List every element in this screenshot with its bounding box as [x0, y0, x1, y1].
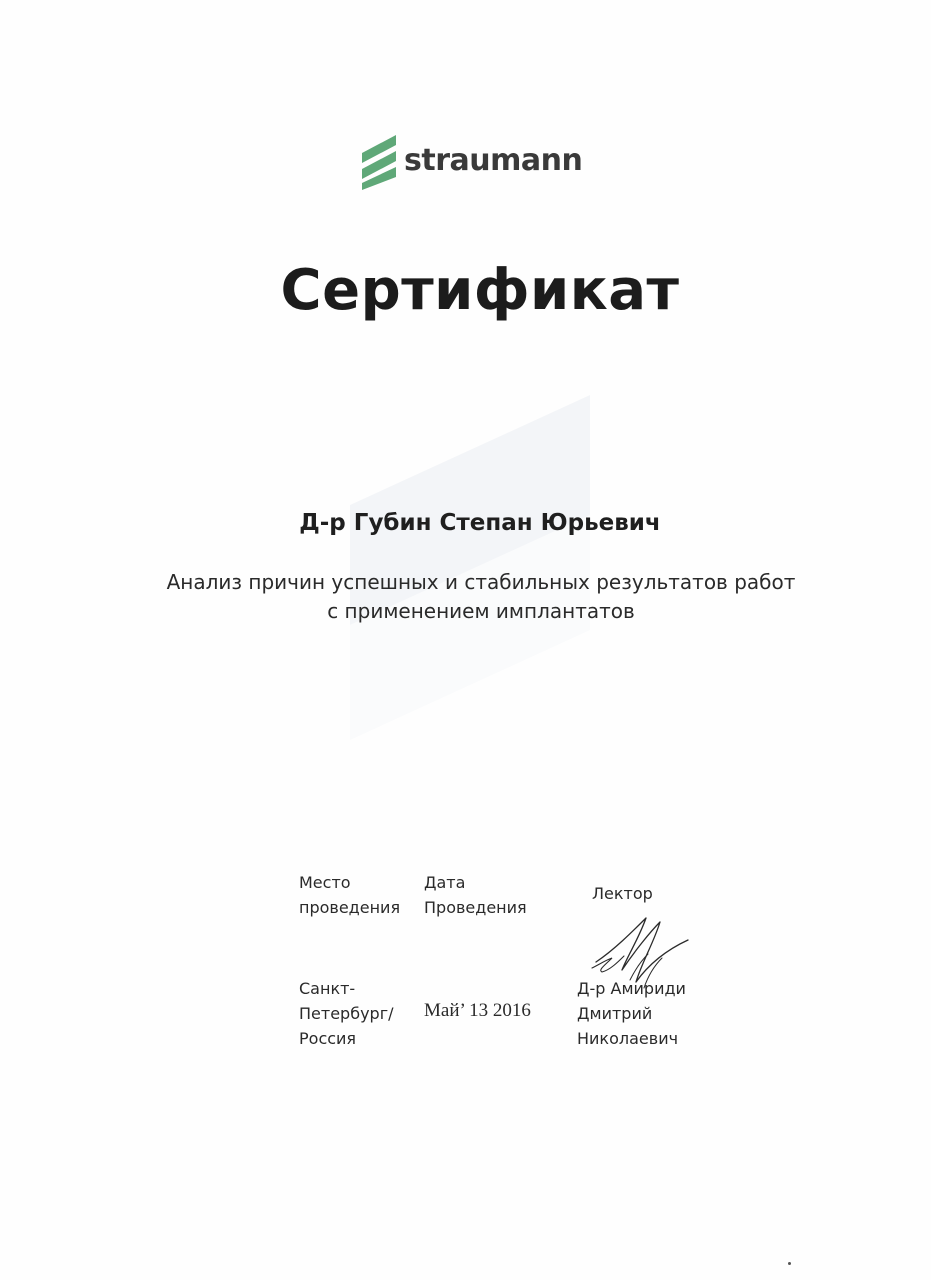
lecturer-value-line: Николаевич [577, 1029, 679, 1048]
recipient-name: Д-р Губин Степан Юрьевич [299, 510, 661, 536]
date-value: Май’ 13 2016 [424, 1000, 531, 1021]
lecturer-value-line: Д-р Амириди [577, 979, 686, 998]
scan-speck [788, 1262, 791, 1265]
place-value-line: Россия [299, 1029, 357, 1048]
lecturer-label-line: Лектор [592, 884, 653, 903]
place-label-line: Место [299, 873, 351, 892]
lecturer-label [592, 881, 653, 906]
straumann-logo [358, 135, 582, 190]
lecturer-value-line: Дмитрий [577, 1004, 653, 1023]
place-label [299, 870, 400, 920]
logo-wordmark: straumann [404, 142, 583, 178]
place-value-line: Петербург/ [299, 1004, 394, 1023]
lecturer-signature [584, 910, 699, 1005]
certificate-title: Сертификат [280, 258, 680, 323]
straumann-logo-mark-icon [358, 135, 400, 190]
date-label-line: Дата [424, 873, 466, 892]
course-title [0, 568, 931, 626]
course-title-line: Анализ причин успешных и стабильных результатов работ [166, 570, 796, 594]
place-value-line: Санкт- [299, 979, 356, 998]
course-title-line: с применением имплантатов [327, 599, 635, 623]
date-label-line: Проведения [424, 898, 527, 917]
date-label [424, 870, 527, 920]
place-label-line: проведения [299, 898, 401, 917]
place-value [299, 976, 393, 1051]
